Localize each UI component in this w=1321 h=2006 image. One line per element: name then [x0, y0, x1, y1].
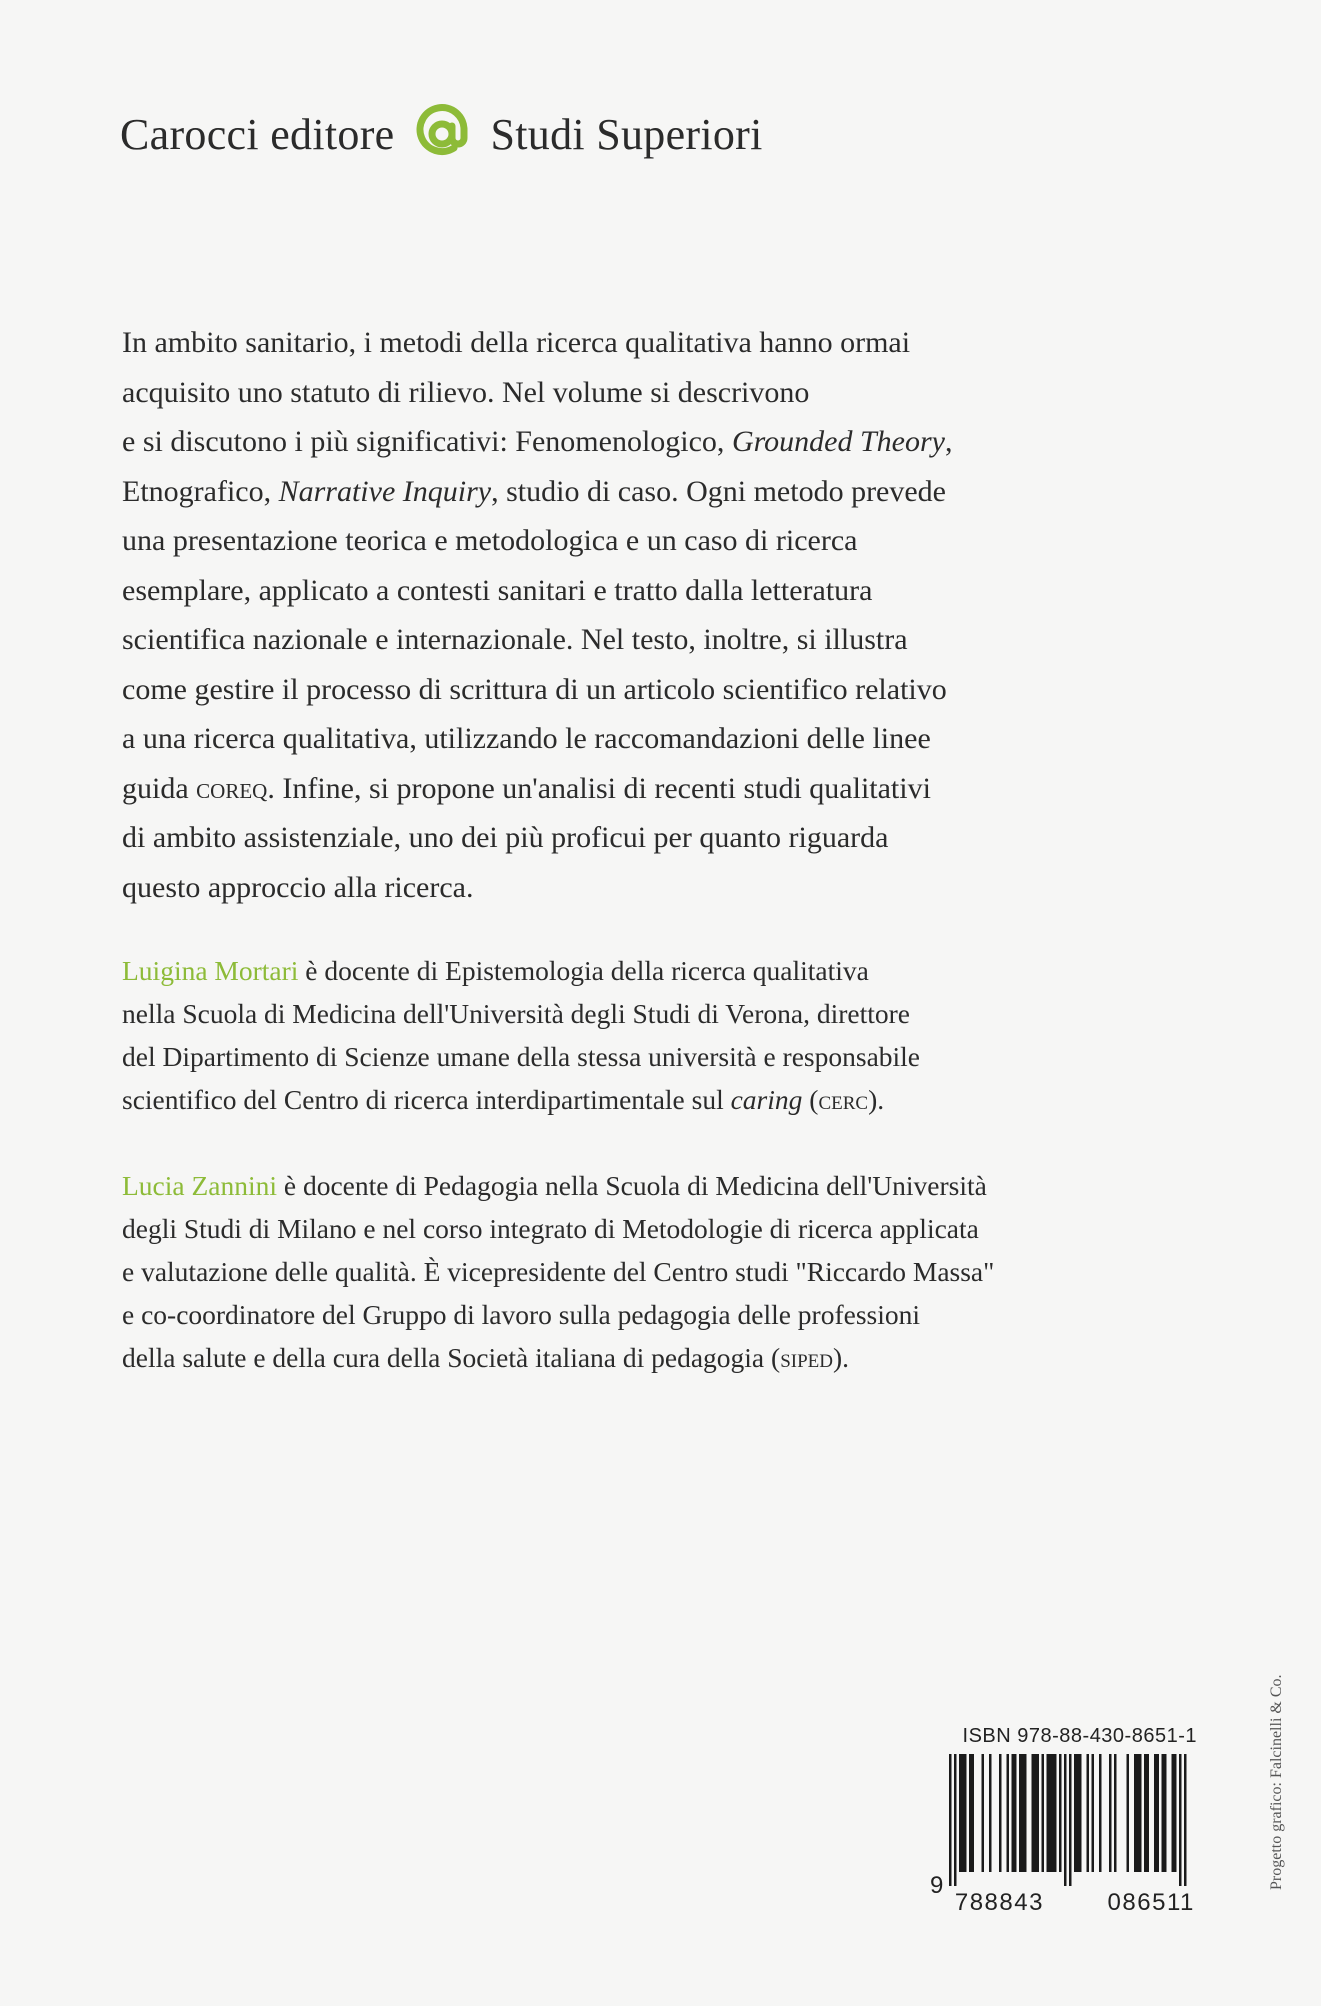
barcode-bar — [999, 1754, 1002, 1872]
barcode-bar — [1021, 1754, 1024, 1872]
barcode-bar — [1054, 1754, 1057, 1872]
barcode-bar — [1161, 1754, 1164, 1872]
bio-line: e valutazione delle qualità. È vicepresidente del Centro studi "Riccardo Massa" — [122, 1256, 995, 1287]
barcode-bar — [1136, 1754, 1139, 1872]
isbn-left-digits: 788843 — [954, 1889, 1044, 1916]
bio-line: della salute e della cura della Società italiana di pedagogia (siped). — [122, 1342, 850, 1373]
barcode-bar — [989, 1754, 992, 1872]
blurb-line: In ambito sanitario, i metodi della ricerca qualitativa hanno ormai — [122, 326, 911, 359]
barcode-bar — [1079, 1754, 1082, 1872]
barcode-bar — [971, 1754, 974, 1872]
barcode-bar — [981, 1754, 984, 1872]
isbn-barcode — [930, 1725, 1200, 1917]
barcode-bar — [949, 1754, 952, 1886]
coreq-acronym: coreq — [196, 771, 268, 805]
barcode-bar — [1164, 1754, 1167, 1872]
barcode-bar — [969, 1754, 972, 1872]
barcode-bar — [954, 1754, 957, 1886]
grounded-theory-term: Grounded Theory — [731, 425, 945, 458]
barcode-bar — [1069, 1754, 1072, 1886]
barcode-bar — [1041, 1754, 1044, 1872]
blurb-line: guida coreq. Infine, si propone un'analisi di recenti studi qualitativi — [122, 771, 931, 805]
barcode-bar — [1086, 1754, 1089, 1872]
barcode-bar — [1064, 1754, 1067, 1886]
barcode-bar — [1076, 1754, 1079, 1872]
barcode-bar — [1046, 1754, 1049, 1872]
barcode-bar — [961, 1754, 964, 1872]
barcode-bar — [1099, 1754, 1102, 1872]
barcode-bars — [949, 1754, 1197, 1886]
barcode-bar — [1014, 1754, 1017, 1872]
barcode-bar — [1179, 1754, 1182, 1886]
barcode-bar — [1134, 1754, 1137, 1872]
barcode-bar — [1036, 1754, 1039, 1872]
author-name: Lucia Zannini — [122, 1170, 278, 1201]
barcode-bar — [1051, 1754, 1054, 1872]
author-bio-zannini: Lucia Zannini è docente di Pedagogia nella Scuola di Medicina dell'Università degli Studi di Milano e nel corso integrato di Metodologie di ricerca applicata e valutazione delle qualità. È vicepresidente del Centro studi "Riccardo Massa" e co-coordinatore del Gruppo di lavoro sulla pedagogia delle professioni della salute e della cura della Società italiana di pedagogia (siped). — [122, 1164, 1202, 1379]
narrative-inquiry-term: Narrative Inquiry — [278, 474, 492, 508]
blurb-line: una presentazione teorica e metodologica e un caso di ricerca — [122, 524, 858, 557]
bio-line: degli Studi di Milano e nel corso integrato di Metodologie di ricerca applicata — [122, 1213, 979, 1244]
barcode-bar — [1156, 1754, 1159, 1872]
bio-line: e co-coordinatore del Gruppo di lavoro sulla pedagogia delle professioni — [122, 1299, 921, 1330]
barcode-bar — [1024, 1754, 1027, 1872]
barcode-bar — [1126, 1754, 1129, 1872]
back-cover-blurb — [122, 318, 1202, 912]
barcode-bar — [959, 1754, 962, 1872]
barcode-bar — [1171, 1754, 1174, 1872]
bio-line: nella Scuola di Medicina dell'Università degli Studi di Verona, direttore — [122, 998, 911, 1029]
blurb-line: e si discutono i più significativi: Fenomenologico, Grounded Theory, — [122, 425, 953, 458]
blurb-line: esemplare, applicato a contesti sanitari e tratto dalla letteratura — [122, 573, 873, 607]
barcode-bar — [1031, 1754, 1034, 1872]
at-sign-logo-icon — [412, 104, 472, 164]
barcode-bar — [1114, 1754, 1117, 1872]
blurb-line: acquisito uno statuto di rilievo. Nel volume si descrivono — [122, 375, 810, 409]
barcode-bar — [1146, 1754, 1149, 1872]
barcode-bar — [1091, 1754, 1094, 1872]
blurb-line: scientifica nazionale e internazionale. Nel testo, inoltre, si illustra — [122, 623, 908, 656]
author-bio-mortari: Luigina Mortari è docente di Epistemologia della ricerca qualitativa nella Scuola di Medicina dell'Università degli Studi di Verona, direttore del Dipartimento di Scienze umane della stessa università e responsabile scientifico del Centro di ricerca interdipartimentale sul caring (cerc). — [122, 949, 1202, 1121]
barcode-bar — [1074, 1754, 1077, 1872]
barcode-bar — [1154, 1754, 1157, 1872]
barcode-bar — [1019, 1754, 1022, 1872]
blurb-line: a una ricerca qualitativa, utilizzando le raccomandazioni delle linee — [122, 722, 931, 755]
blurb-line: questo approccio alla ricerca. — [122, 870, 474, 904]
barcode-bar — [1034, 1754, 1037, 1872]
isbn-label: ISBN 978-88-430-8651-1 — [962, 1725, 1197, 1747]
isbn-first-digit: 9 — [930, 1872, 945, 1899]
series-name: Studi Superiori — [490, 109, 763, 159]
barcode-bar — [1006, 1754, 1009, 1872]
publisher-header — [120, 104, 763, 164]
barcode-bar — [1139, 1754, 1142, 1872]
blurb-line: di ambito assistenziale, uno dei più proficui per quanto riguarda — [122, 821, 889, 854]
design-credit: Progetto grafico: Falcinelli & Co. — [1268, 1674, 1285, 1890]
barcode-bar — [1184, 1754, 1187, 1886]
blurb-line: come gestire il processo di scrittura di un articolo scientifico relativo — [122, 672, 947, 706]
blurb-line: Etnografico, Narrative Inquiry, studio di caso. Ogni metodo prevede — [122, 474, 947, 508]
bio-line: scientifico del Centro di ricerca interdipartimentale sul caring (cerc). — [122, 1084, 885, 1115]
barcode-bar — [1011, 1754, 1014, 1872]
author-name: Luigina Mortari — [122, 955, 299, 986]
barcode-bar — [1144, 1754, 1147, 1872]
barcode-bar — [964, 1754, 967, 1872]
barcode-bar — [1109, 1754, 1112, 1872]
barcode-bar — [1049, 1754, 1052, 1872]
barcode-bar — [1059, 1754, 1062, 1872]
publisher-name: Carocci editore — [120, 109, 395, 159]
bio-line: del Dipartimento di Scienze umane della stessa università e responsabile — [122, 1041, 921, 1072]
barcode-bar — [1174, 1754, 1177, 1872]
isbn-right-digits: 086511 — [1107, 1889, 1195, 1916]
